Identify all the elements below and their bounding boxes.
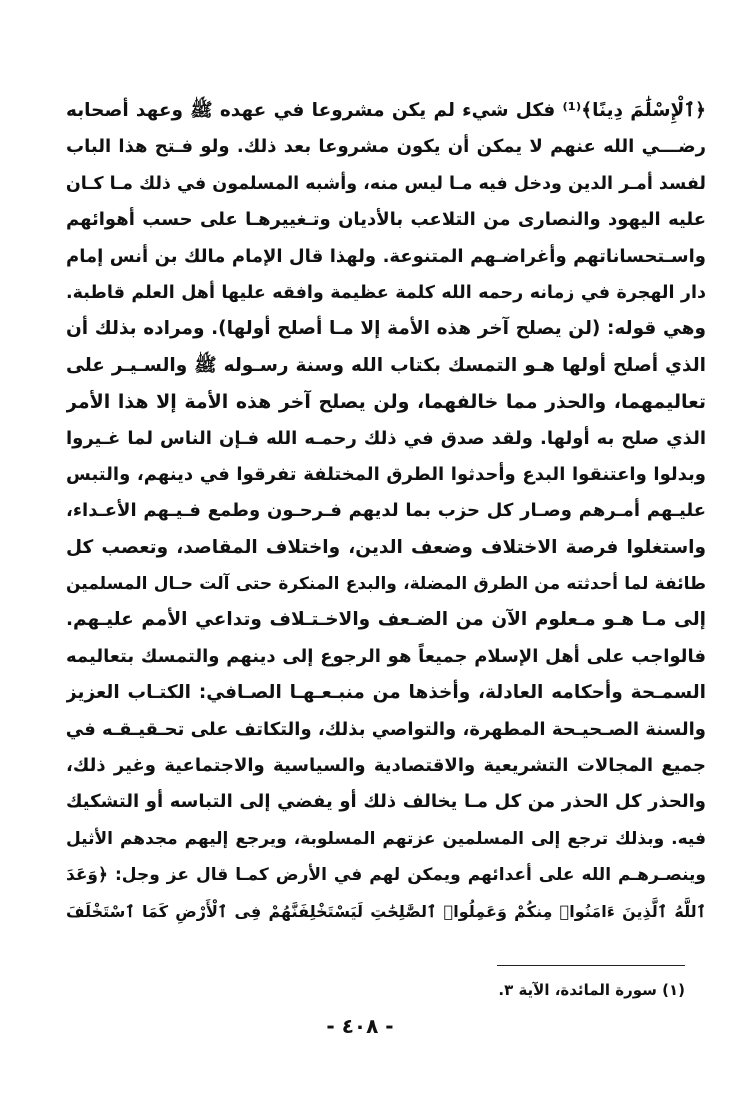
text-line-3: لفسد أمـر الدين ودخل فيه مـا ليس منه، وأشبه المسلمون في ذلك مـا كـان <box>66 173 706 194</box>
text-line-16: فالواجب على أهل الإسلام جميعاً هو الرجوع إلى دينهم والتمسك بتعاليمه <box>66 645 706 667</box>
text-line-10: الذي صلح به أولها. ولقد صدق في ذلك رحمـه الله فـإن الناس لما غـيروا <box>66 427 706 449</box>
footnote: (١) سورة المائدة، الآية ٣. <box>498 981 685 999</box>
text-line-19: جميع المجالات التشريعية والاقتصادية والسياسية والاجتماعية وغير ذلك، <box>66 755 706 777</box>
text-line-9: تعاليمهما، والحذر مما خالفهما، ولن يصلح آخر هذه الأمة إلا هذا الأمر <box>66 391 706 414</box>
text-line-15: إلى مـا هـو مـعلوم الآن من الضـعف والاخـتـلاف وتداعي الأمم عليـهم. <box>66 609 706 631</box>
text-line-6: دار الهجرة في زمانه رحمه الله كلمة عظيمة وافقه عليها أهل العلم قاطبة. <box>66 282 706 303</box>
text-line-23: ٱللَّهُ ٱلَّذِينَ ءَامَنُوا۟ مِنكُمْ وَعَمِلُوا۟ ٱلصَّٰلِحَٰتِ لَيَسْتَخْلِفَنَّهُمْ فِى ٱلْأَرْضِ كَمَا ٱسْتَخْلَفَ <box>66 901 706 921</box>
text-line-11: وبدلوا واعتنقوا البدع وأحدثوا الطرق المختلفة تفرقوا في دينهم، والتبس <box>66 463 706 485</box>
text-line-17: السمـحة وأحكامه العادلة، وأخذها من منبـعـهـا الصـافي: الكتـاب العزيز <box>66 682 706 704</box>
page-number: - ٤٠٨ - <box>326 1014 394 1038</box>
text-line-18: والسنة الصـحيـحة المطهرة، والتواصي بذلك، والتكاتف على تحـقيـقـه في <box>66 718 706 740</box>
text-line-21: فيه. وبذلك ترجع إلى المسلمين عزتهم المسلوبة، ويرجع إليهم مجدهم الأثيل <box>66 828 706 849</box>
text-line-14: طائفة لما أحدثته من الطرق المضلة، والبدع المنكرة حتى آلت حـال المسلمين <box>66 574 706 595</box>
footnote-divider <box>497 965 685 966</box>
text-line-13: واستغلوا فرصة الاختلاف وضعف الدين، واختلاف المقاصد، وتعصب كل <box>66 536 706 558</box>
text-line-22: وينصـرهـم الله على أعدائهم ويمكن لهم في الأرض كمـا قال عز وجل: ﴿وَعَدَ <box>66 865 706 886</box>
text-line-12: عليـهم أمـرهم وصـار كل حزب بما لديهم فـرحـون وطمع فـيـهم الأعـداء، <box>66 500 706 522</box>
text-line-20: والحذر كل الحذر من كل مـا يخالف ذلك أو يفضي إلى التباسه أو التشكيك <box>66 791 706 813</box>
text-line-7: وهي قوله: (لن يصلح آخر هذه الأمة إلا مـا أصلح أولها). ومراده بذلك أن <box>66 318 706 340</box>
body-text <box>66 93 706 930</box>
text-line-4: عليه اليهود والنصارى من التلاعب بالأديان وتـغييرهـا على حسب أهوائهم <box>66 209 706 231</box>
text-line-8: الذي أصلح أولها هـو التمسك بكتاب الله وسنة رسـوله ﷺ والسـيـر على <box>66 354 706 376</box>
text-line-2: رضـــي الله عنهم لا يمكن أن يكون مشروعا بعد ذلك. ولو فـتح هذا الباب <box>66 136 706 158</box>
text-line-1: ﴿ٱلْإِسْلَٰمَ دِينًا﴾⁽¹⁾ فكل شيء لم يكن مشروعا في عهده ﷺ وعهد أصحابه <box>66 100 706 121</box>
text-line-5: واسـتحساناتهم وأغراضـهم المتنوعة. ولهذا قال الإمام مالك بن أنس إمام <box>66 245 706 267</box>
